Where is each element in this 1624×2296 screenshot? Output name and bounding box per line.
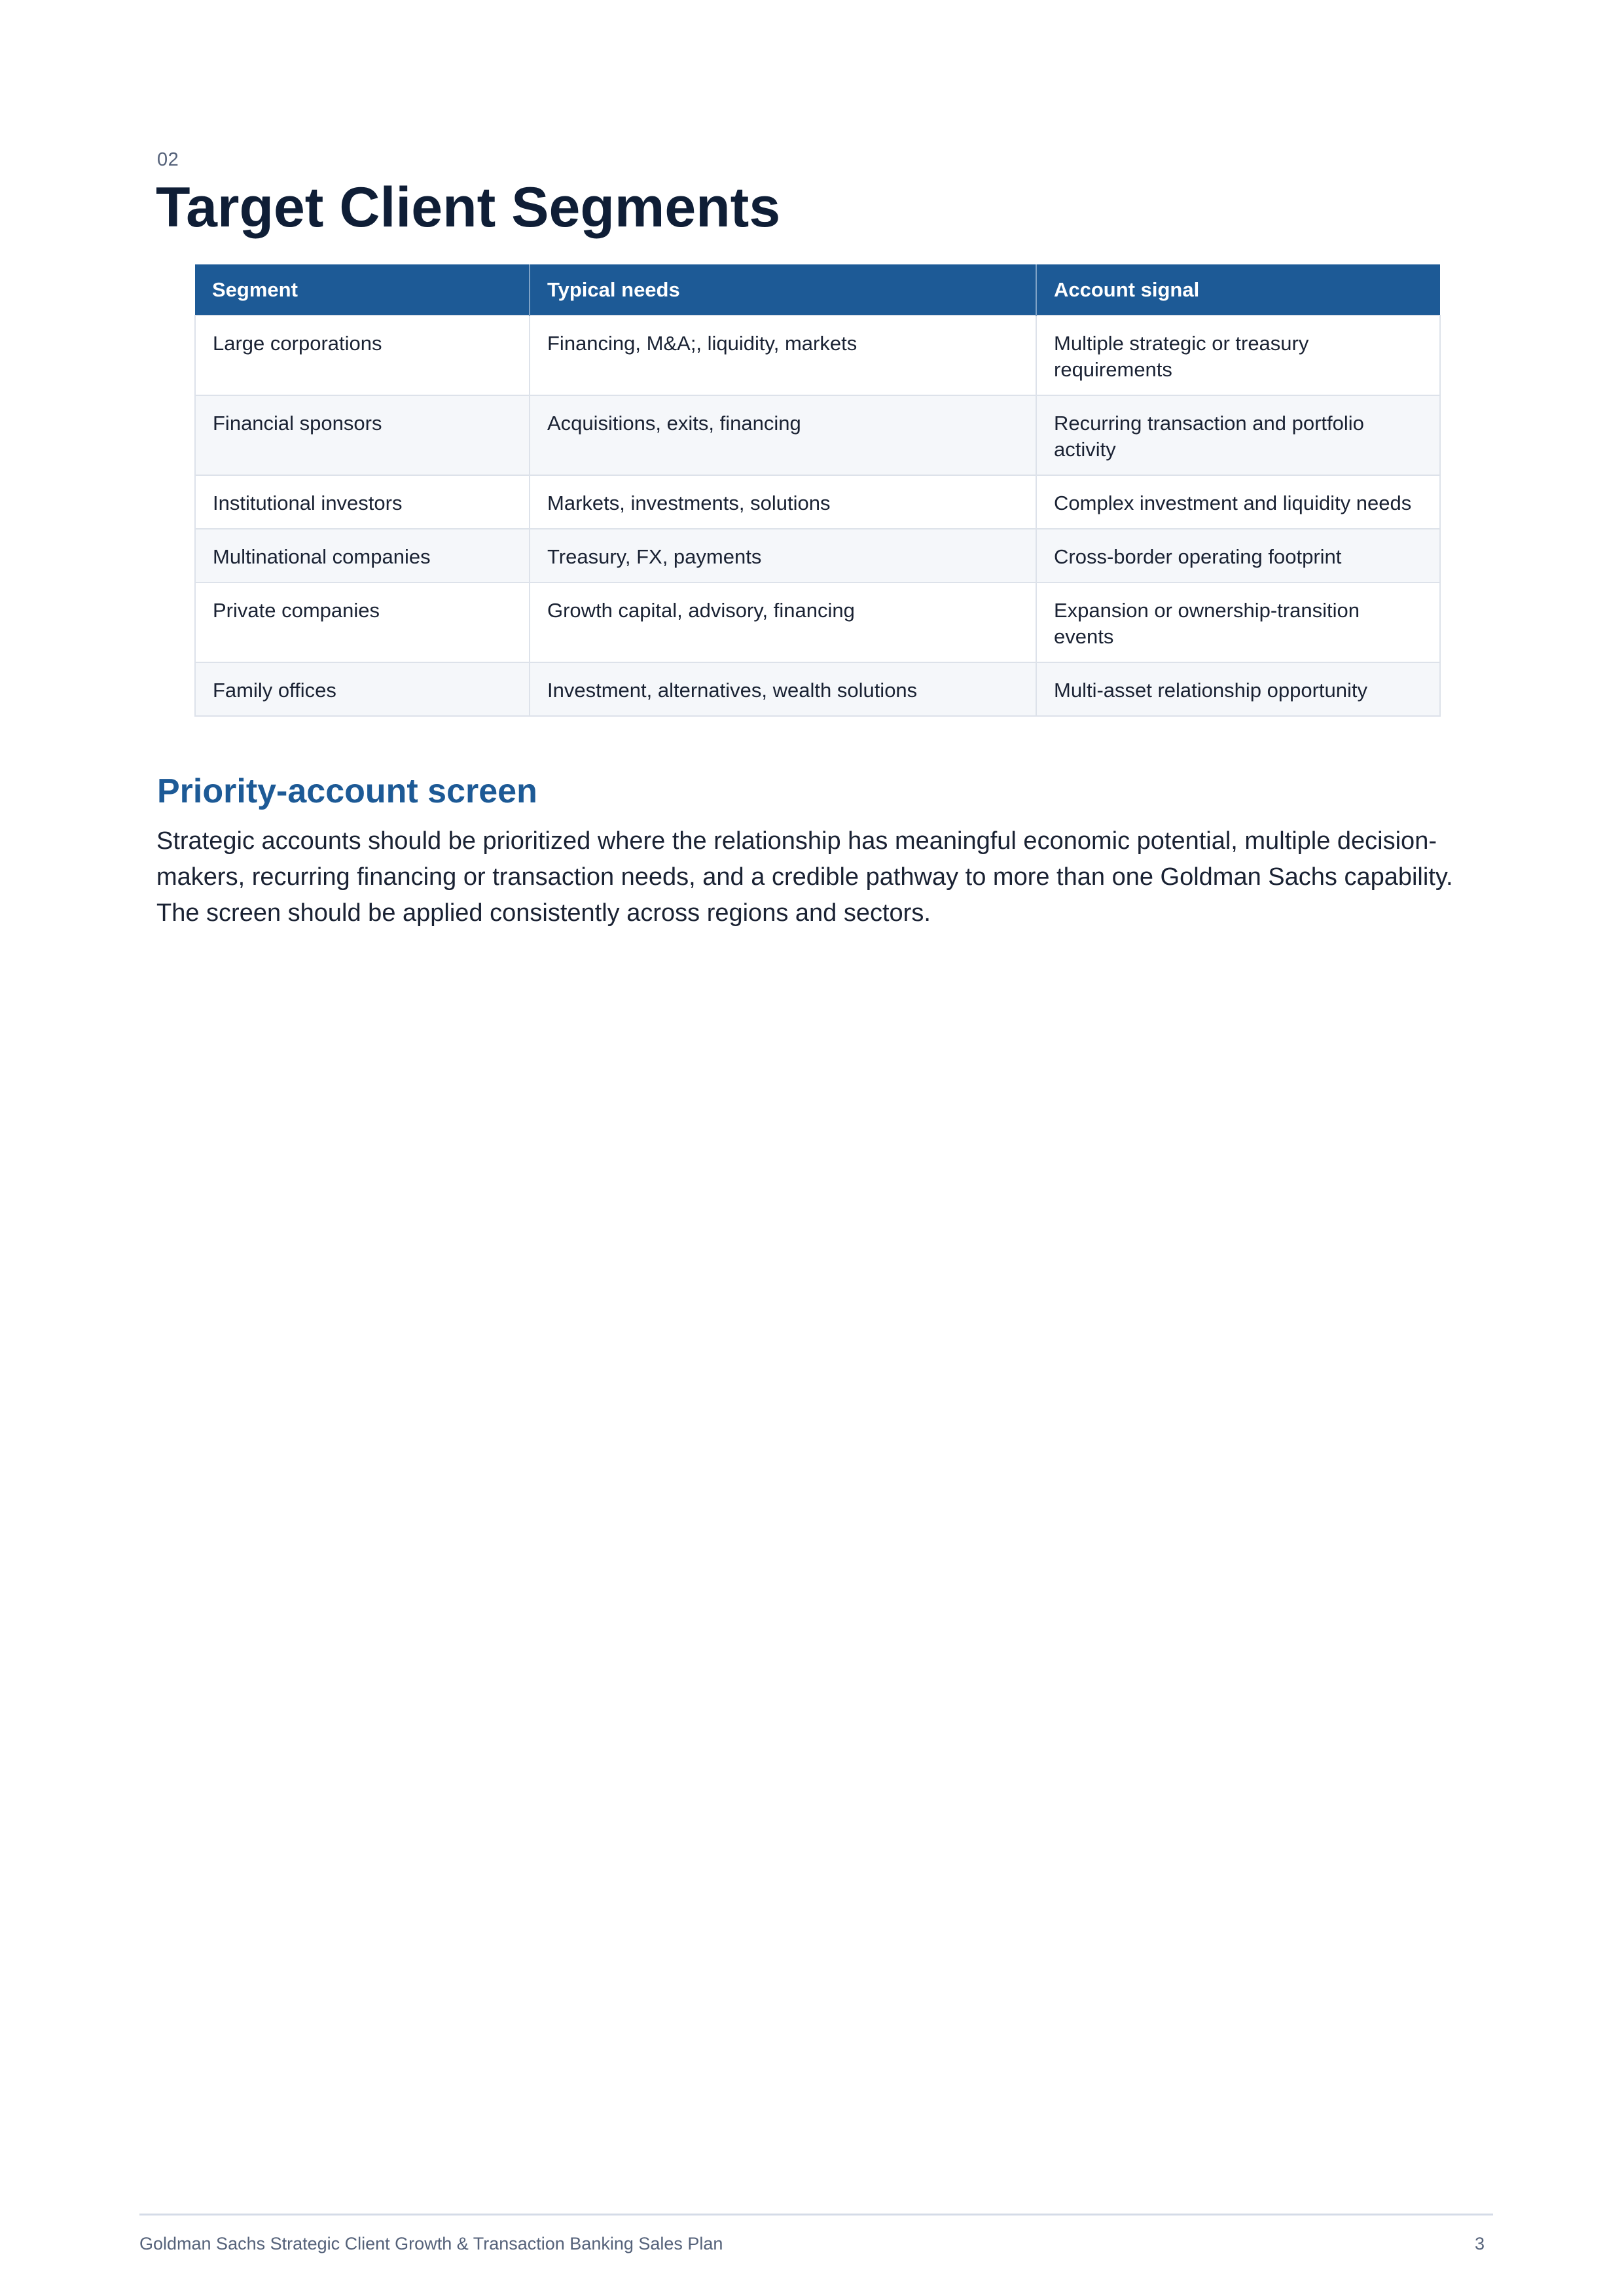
table-row bbox=[195, 583, 1440, 662]
priority-account-heading: Priority-account screen bbox=[157, 772, 537, 810]
signal-cell: Multiple strategic or treasury requirements bbox=[1036, 315, 1440, 395]
needs-cell: Growth capital, advisory, financing bbox=[530, 583, 1036, 662]
signal-cell: Cross-border operating footprint bbox=[1036, 529, 1440, 583]
footer-document-title: Goldman Sachs Strategic Client Growth & Transaction Banking Sales Plan bbox=[139, 2234, 723, 2253]
needs-cell: Financing, M&A;, liquidity, markets bbox=[530, 315, 1036, 395]
needs-cell: Treasury, FX, payments bbox=[530, 529, 1036, 583]
segment-cell: Private companies bbox=[195, 583, 530, 662]
segment-cell: Multinational companies bbox=[195, 529, 530, 583]
column-header-typical-needs: Typical needs bbox=[530, 264, 1036, 315]
segment-cell: Institutional investors bbox=[195, 475, 530, 529]
needs-cell: Investment, alternatives, wealth solutions bbox=[530, 662, 1036, 716]
table-row bbox=[195, 662, 1440, 716]
section-number: 02 bbox=[157, 149, 179, 170]
column-header-segment: Segment bbox=[195, 264, 530, 315]
table-row bbox=[195, 315, 1440, 395]
table-row bbox=[195, 529, 1440, 583]
segment-cell: Large corporations bbox=[195, 315, 530, 395]
segment-cell: Financial sponsors bbox=[195, 395, 530, 475]
signal-cell: Expansion or ownership-transition events bbox=[1036, 583, 1440, 662]
footer-page-number: 3 bbox=[1474, 2234, 1485, 2253]
footer-divider bbox=[139, 2214, 1493, 2215]
needs-cell: Markets, investments, solutions bbox=[530, 475, 1036, 529]
signal-cell: Multi-asset relationship opportunity bbox=[1036, 662, 1440, 716]
page-title: Target Client Segments bbox=[156, 176, 781, 239]
signal-cell: Recurring transaction and portfolio activity bbox=[1036, 395, 1440, 475]
column-header-account-signal: Account signal bbox=[1036, 264, 1440, 315]
table-row bbox=[195, 395, 1440, 475]
segments-table bbox=[194, 264, 1441, 717]
table-header-row bbox=[195, 264, 1440, 315]
priority-account-body: Strategic accounts should be prioritized where the relationship has meaningful economic potential, multiple decision-makers, recurring financing or transaction needs, and a credible pathway to more than one Goldman Sachs capability. The screen should be applied consistently across regions and sectors. bbox=[156, 827, 1453, 927]
signal-cell: Complex investment and liquidity needs bbox=[1036, 475, 1440, 529]
needs-cell: Acquisitions, exits, financing bbox=[530, 395, 1036, 475]
segment-cell: Family offices bbox=[195, 662, 530, 716]
table-row bbox=[195, 475, 1440, 529]
